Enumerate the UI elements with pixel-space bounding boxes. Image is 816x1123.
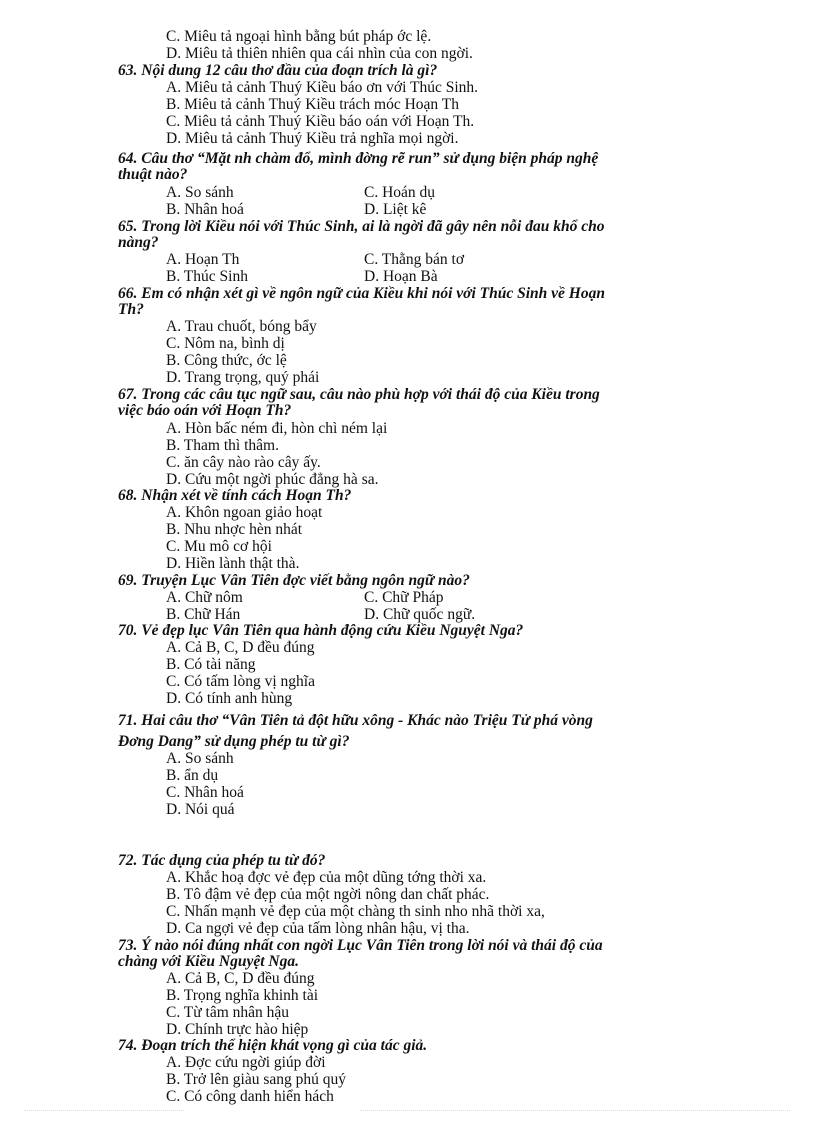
q65-option-c: C. Thằng bán tơ bbox=[364, 251, 465, 268]
question-63: 63. Nội dung 12 câu thơ đầu của đoạn trích là gì? bbox=[118, 62, 438, 79]
q66-option-c: C. Nôm na, bình dị bbox=[166, 335, 285, 352]
q73-option-b: B. Trọng nghĩa khinh tài bbox=[166, 987, 319, 1004]
question-72: 72. Tác dụng của phép tu từ đó? bbox=[118, 852, 326, 869]
q72-option-b: B. Tô đậm vẻ đẹp của một ngời nông dan chất phác. bbox=[166, 886, 490, 903]
question-67: 67. Trong các câu tục ngữ sau, câu nào phù hợp với thái độ của Kiều trong bbox=[118, 386, 600, 403]
q72-option-c: C. Nhấn mạnh vẻ đẹp của một chàng th sinh nho nhã thời xa, bbox=[166, 903, 545, 920]
q65-option-b: B. Thúc Sinh bbox=[166, 268, 248, 285]
q74-option-a: A. Đợc cứu ngời giúp đời bbox=[166, 1054, 326, 1071]
q64-option-d: D. Liệt kê bbox=[364, 201, 427, 218]
q67-option-a: A. Hòn bấc ném đi, hòn chì ném lại bbox=[166, 420, 388, 437]
q70-option-a: A. Cả B, C, D đều đúng bbox=[166, 639, 315, 656]
option-d: D. Miêu tả thiên nhiên qua cái nhìn của con ngời. bbox=[166, 45, 473, 62]
q68-option-a: A. Khôn ngoan giảo hoạt bbox=[166, 504, 323, 521]
q73-option-d: D. Chính trực hào hiệp bbox=[166, 1021, 309, 1038]
q71-option-b: B. ẩn dụ bbox=[166, 767, 219, 784]
question-74: 74. Đoạn trích thể hiện khát vọng gì của tác giả. bbox=[118, 1037, 428, 1054]
q69-option-c: C. Chữ Pháp bbox=[364, 589, 444, 606]
question-66: 66. Em có nhận xét gì về ngôn ngữ của Kiều khi nói với Thúc Sinh về Hoạn bbox=[118, 285, 605, 302]
option-c: C. Miêu tả ngoại hình bằng bút pháp ớc lệ. bbox=[166, 28, 432, 45]
question-67-cont: việc báo oán với Hoạn Th? bbox=[118, 402, 292, 419]
q63-option-b: B. Miêu tả cảnh Thuý Kiều trách móc Hoạn Th bbox=[166, 96, 459, 113]
q70-option-c: C. Có tấm lòng vị nghĩa bbox=[166, 673, 315, 690]
q71-option-d: D. Nói quá bbox=[166, 801, 235, 818]
q63-option-c: C. Miêu tả cảnh Thuý Kiều báo oán với Hoạn Th. bbox=[166, 113, 475, 130]
q68-option-b: B. Nhu nhợc hèn nhát bbox=[166, 521, 303, 538]
question-73: 73. Ý nào nói đúng nhất con ngời Lục Vân Tiên trong lời nói và thái độ của bbox=[118, 937, 603, 954]
question-64-cont: thuật nào? bbox=[118, 166, 188, 183]
q71-option-c: C. Nhân hoá bbox=[166, 784, 244, 801]
q71-option-a: A. So sánh bbox=[166, 750, 234, 767]
page-edge-divider bbox=[24, 1110, 184, 1111]
q69-option-b: B. Chữ Hán bbox=[166, 606, 241, 623]
question-65: 65. Trong lời Kiều nói với Thúc Sinh, ai là ngời đã gây nên nỗi đau khổ cho bbox=[118, 218, 605, 235]
q70-option-d: D. Có tính anh hùng bbox=[166, 690, 293, 707]
q66-option-d: D. Trang trọng, quý phái bbox=[166, 369, 320, 386]
q73-option-c: C. Từ tâm nhân hậu bbox=[166, 1004, 290, 1021]
question-66-cont: Th? bbox=[118, 301, 144, 318]
question-64: 64. Câu thơ “Mặt nh chàm đổ, mình đờng rẽ run” sử dụng biện pháp nghệ bbox=[118, 150, 599, 167]
q74-option-b: B. Trở lên giàu sang phú quý bbox=[166, 1071, 346, 1088]
q67-option-d: D. Cứu một ngời phúc đẳng hà sa. bbox=[166, 471, 379, 488]
q67-option-c: C. ăn cây nào rào cây ấy. bbox=[166, 454, 321, 471]
question-71: 71. Hai câu thơ “Vân Tiên tả đột hữu xông - Khác nào Triệu Tử phá vòng bbox=[118, 712, 593, 729]
q68-option-c: C. Mu mô cơ hội bbox=[166, 538, 272, 555]
q70-option-b: B. Có tài năng bbox=[166, 656, 256, 673]
q69-option-d: D. Chữ quốc ngữ. bbox=[364, 606, 476, 623]
q66-option-a: A. Trau chuốt, bóng bẩy bbox=[166, 318, 317, 335]
q65-option-a: A. Hoạn Th bbox=[166, 251, 240, 268]
q68-option-d: D. Hiền lành thật thà. bbox=[166, 555, 300, 572]
q63-option-d: D. Miêu tả cảnh Thuý Kiều trả nghĩa mọi ngời. bbox=[166, 130, 459, 147]
question-69: 69. Truyện Lục Vân Tiên đợc viết bằng ngôn ngữ nào? bbox=[118, 572, 470, 589]
q69-option-a: A. Chữ nôm bbox=[166, 589, 243, 606]
q72-option-d: D. Ca ngợi vẻ đẹp của tấm lòng nhân hậu, vị tha. bbox=[166, 920, 470, 937]
question-68: 68. Nhận xét về tính cách Hoạn Th? bbox=[118, 487, 352, 504]
q64-option-b: B. Nhân hoá bbox=[166, 201, 244, 218]
question-65-cont: nàng? bbox=[118, 234, 159, 251]
question-71-cont: Đơng Dang” sử dụng phép tu từ gì? bbox=[118, 733, 350, 750]
question-73-cont: chàng với Kiều Nguyệt Nga. bbox=[118, 953, 299, 970]
question-70: 70. Vẻ đẹp lục Vân Tiên qua hành động cứu Kiều Nguyệt Nga? bbox=[118, 622, 524, 639]
page-edge-divider bbox=[360, 1110, 790, 1111]
q64-option-a: A. So sánh bbox=[166, 184, 234, 201]
q72-option-a: A. Khắc hoạ đợc vẻ đẹp của một dũng tớng thời xa. bbox=[166, 869, 487, 886]
q74-option-c: C. Có công danh hiển hách bbox=[166, 1088, 334, 1105]
q63-option-a: A. Miêu tả cảnh Thuý Kiều báo ơn với Thúc Sinh. bbox=[166, 79, 478, 96]
q66-option-b: B. Công thức, ớc lệ bbox=[166, 352, 287, 369]
q65-option-d: D. Hoạn Bà bbox=[364, 268, 438, 285]
q67-option-b: B. Tham thì thâm. bbox=[166, 437, 279, 454]
q73-option-a: A. Cả B, C, D đều đúng bbox=[166, 970, 315, 987]
q64-option-c: C. Hoán dụ bbox=[364, 184, 436, 201]
